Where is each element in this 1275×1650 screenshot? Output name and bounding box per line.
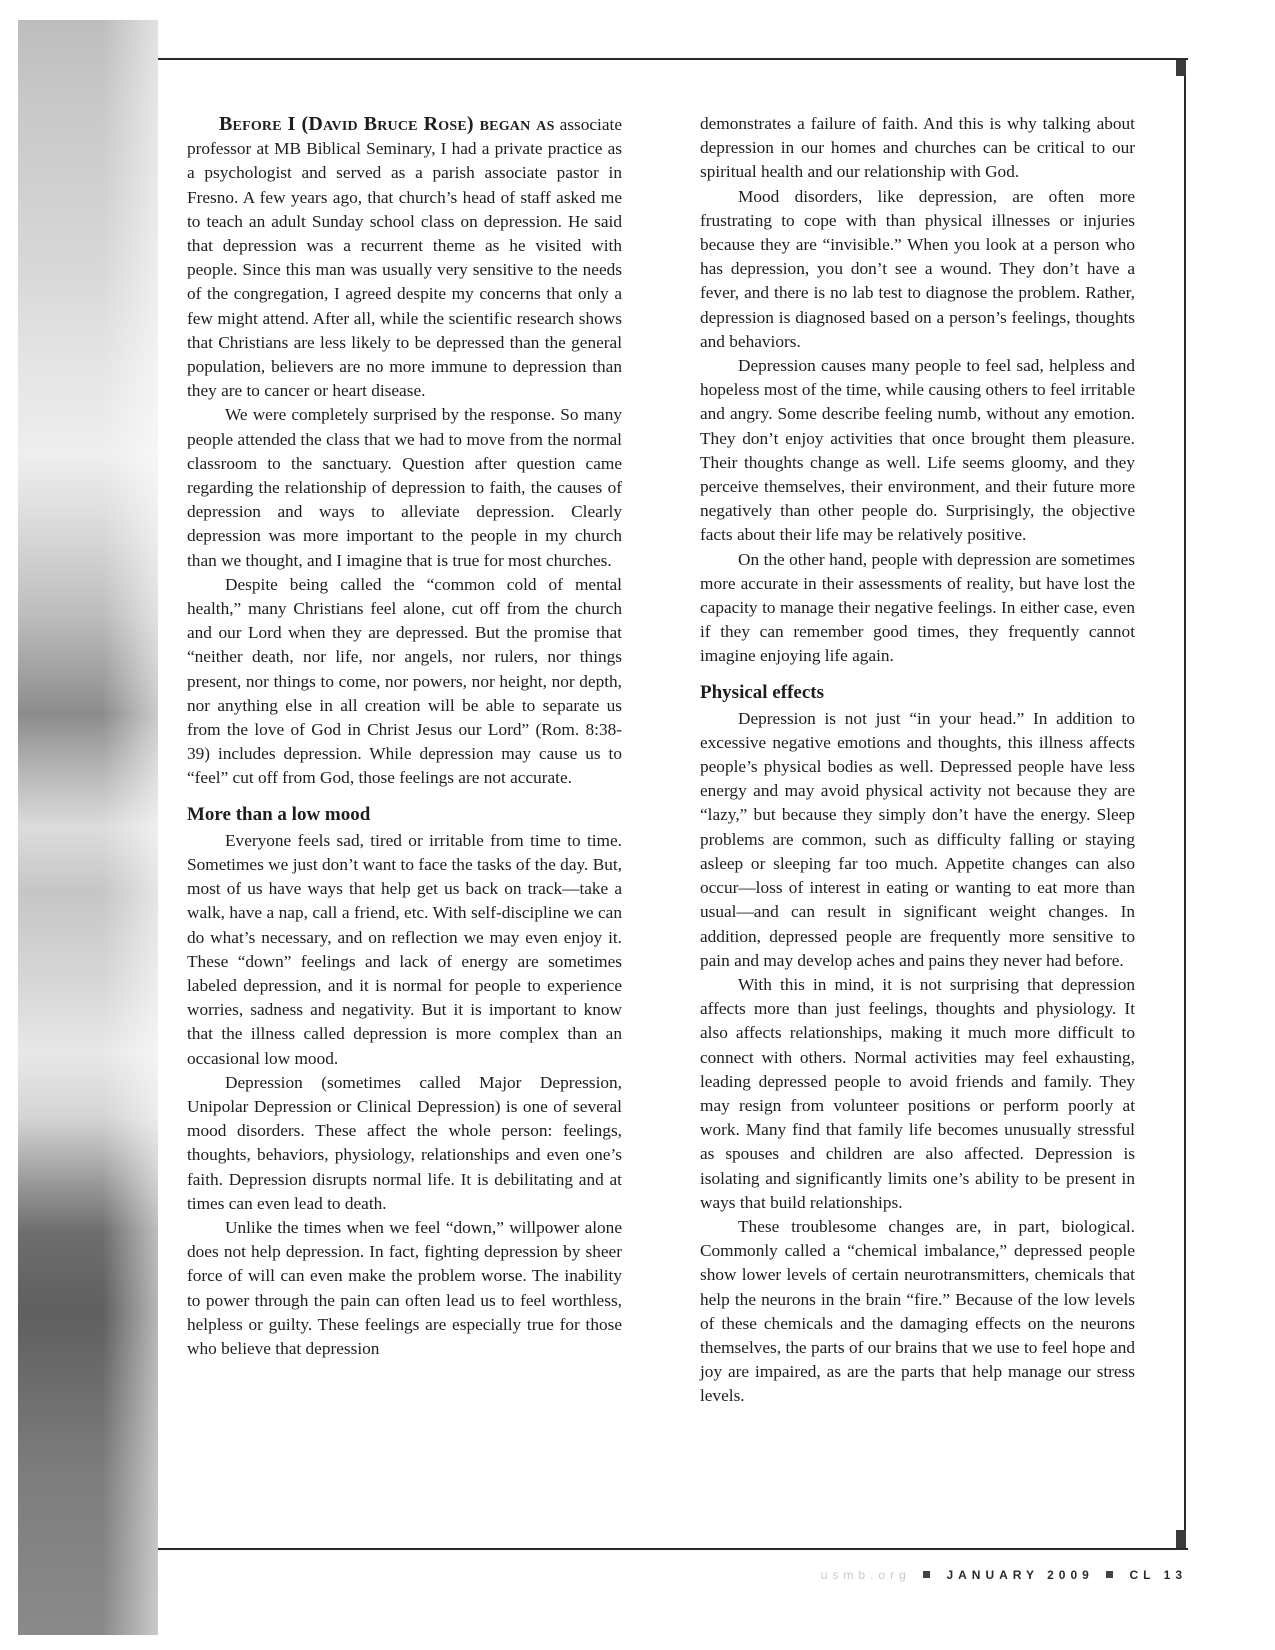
article-paragraph: We were completely surprised by the response. So many people attended the class that we had to move from the normal classroom to the sanctuary. Question after question came regarding the relationship of depression to faith, the causes of depression and ways to alleviate depression. Clearly depression was more important to the people in my church than we thought, and I imagine that is true for most churches.	[187, 405, 622, 570]
paragraph-text: associate professor at MB Biblical Seminary, I had a private practice as a psychologist and served as a parish associate pastor in Fresno. A few years ago, that church’s head of staff asked me to teach an adult Sunday school class on depression. He said that depression was a recurrent theme as he visited with people. Since this man was usually very sensitive to the needs of the congregation, I agreed despite my concerns that only a few might attend. After all, while the scientific research shows that Christians are less likely to be depressed than the general population, believers are no more immune to depression than they are to cancer or heart disease.	[187, 115, 622, 401]
right-border-rule	[1184, 58, 1186, 1550]
section-heading: More than a low mood	[187, 803, 371, 825]
top-border-rule	[158, 58, 1188, 60]
article-paragraph: Depression causes many people to feel sad, helpless and hopeless most of the time, while causing others to feel irritable and angry. Some describe feeling numb, without any emotion. They don’t enjoy activities that once brought them pleasure. Their thoughts change as well. Life seems gloomy, and they perceive themselves, their environment, and their future more negatively than other people do. Surprisingly, the objective facts about their life may be relatively positive.	[700, 356, 1135, 545]
corner-block-top	[1176, 60, 1186, 76]
corner-block-bottom	[1176, 1530, 1186, 1548]
square-bullet-icon	[923, 1571, 930, 1578]
article-paragraph: Despite being called the “common cold of mental health,” many Christians feel alone, cut off from the church and our Lord when they are depressed. But the promise that “neither death, nor life, nor angels, nor rulers, nor things present, nor things to come, nor powers, nor height, nor depth, nor anything else in all creation will be able to separate us from the love of God in Christ Jesus our Lord” (Rom. 8:38-39) includes depression. While depression may cause us to “feel” cut off from God, those feelings are not accurate.	[187, 574, 622, 788]
article-paragraph	[187, 112, 622, 403]
footer-date: JANUARY 2009	[946, 1568, 1094, 1582]
footer-publication: CL	[1129, 1568, 1156, 1582]
article-paragraph: Unlike the times when we feel “down,” willpower alone does not help depression. In fact, fighting depression by sheer force of will can even make the problem worse. The inability to power through the pain can often lead us to feel worthless, helpless or guilty. These feelings are especially true for those who believe that depression	[187, 1217, 622, 1358]
section-heading: Physical effects	[700, 681, 824, 703]
article-paragraph: These troublesome changes are, in part, biological. Commonly called a “chemical imbalance,” depressed people show lower levels of certain neurotransmitters, chemicals that help the neurons in the brain “fire.” Because of the low levels of these chemicals and the damaging effects on the neurons themselves, the parts of our brains that we use to feel hope and joy are impaired, as are the parts that help manage our stress levels.	[700, 1216, 1135, 1406]
footer-page-number: 13	[1163, 1568, 1187, 1582]
bottom-border-rule	[158, 1548, 1188, 1550]
article-paragraph: Depression is not just “in your head.” In addition to excessive negative emotions and thoughts, this illness affects people’s physical bodies as well. Depressed people have less energy and may avoid physical activity not because they are “lazy,” but because they simply don’t have the energy. Sleep problems are common, such as difficulty falling or staying asleep or sleeping far too much. Appetite changes can also occur—loss of interest in eating or wanting to eat more than usual—and can result in significant weight changes. In addition, depressed people are frequently more sensitive to pain and may develop aches and pains they never had before.	[700, 708, 1135, 970]
article-paragraph: Depression (sometimes called Major Depression, Unipolar Depression or Clinical Depression) is one of several mood disorders. These affect the whole person: feelings, thoughts, behaviors, physiology, relationships and even one’s faith. Depression disrupts normal life. It is debilitating and at times can even lead to death.	[187, 1072, 622, 1213]
article-paragraph: On the other hand, people with depression are sometimes more accurate in their assessments of reality, but have lost the capacity to manage their negative feelings. In either case, even if they can remember good times, they frequently cannot imagine enjoying life again.	[700, 549, 1135, 666]
sidebar-fade	[18, 20, 158, 1635]
square-bullet-icon	[1106, 1571, 1113, 1578]
article-paragraph: demonstrates a failure of faith. And this is why talking about depression in our homes and churches can be critical to our spiritual health and our relationship with God.	[700, 114, 1135, 182]
article-paragraph: With this in mind, it is not surprising that depression affects more than just feelings, thoughts and physiology. It also affects relationships, making it much more difficult to connect with others. Normal activities may feel exhausting, leading depressed people to avoid friends and family. They may resign from volunteer positions or perform poorly at work. Many find that family life becomes unusually stressful as spouses and children are also affected. Depression is isolating and significantly limits one’s ability to be present in ways that build relationships.	[700, 974, 1135, 1212]
article-left-column	[187, 112, 622, 1361]
article-paragraph: Mood disorders, like depression, are often more frustrating to cope with than physical illnesses or injuries because they are “invisible.” When you look at a person who has depression, you don’t see a wound. They don’t have a fever, and there is no lab test to diagnose the problem. Rather, depression is diagnosed based on a person’s feelings, thoughts and behaviors.	[700, 186, 1135, 351]
article-right-column	[700, 112, 1135, 1409]
footer-site: usmb.org	[820, 1568, 911, 1582]
page-footer	[821, 1568, 1187, 1582]
article-lead-in: Before I (David Bruce Rose) began as	[219, 113, 555, 135]
article-paragraph: Everyone feels sad, tired or irritable from time to time. Sometimes we just don’t want to face the tasks of the day. But, most of us have ways that help get us back on track—take a walk, have a nap, call a friend, etc. With self-discipline we can do what’s necessary, and on reflection we may even enjoy it. These “down” feelings and lack of energy are sometimes labeled depression, and it is normal for people to experience worries, sadness and negativity. But it is important to know that the illness called depression is more complex than an occasional low mood.	[187, 830, 622, 1068]
